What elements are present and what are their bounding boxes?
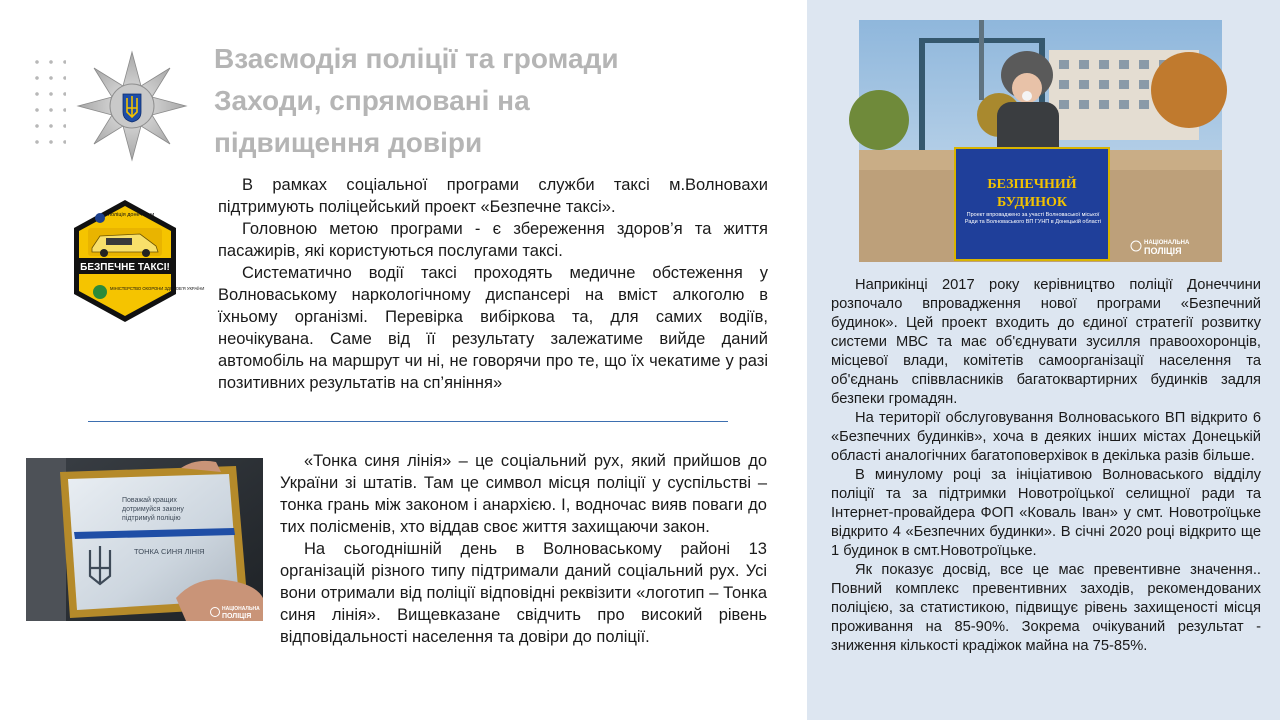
photo-logo-top: НАЦІОНАЛЬНА [1144,240,1190,246]
paragraph: Як показує досвід, все це має превентивне значення.. Повний комплекс превентивних заходів, рекомендованих поліцією, за статистикою, підвищує рівень захищеності місця проживання на 85-90%. Зокрема очікуваний результат - зниження кількості крадіжок майна на 75-85%. [831,562,1261,654]
plaque-caption: ТОНКА СИНЯ ЛІНІЯ [134,547,205,556]
paragraph: Наприкінці 2017 року керівництво поліції Донеччини розпочало впровадження нової програми «Безпечний будинок». Цей проект входить до єдиної стратегії розвитку системи МВС та має об'єднувати зусилля правоохоронців, місцевої влади, комітетів самоорганізації населення та об'єднань співвласників багатоквартирних будинків задля безпеки громадян. [831,277,1261,407]
plaque-line-2: дотримуйся закону [122,506,184,513]
sign-small-text: Проект впроваджено за участі Волноваської міської Ради та Волноваського ВП ГУНП в Донецькій області [964,212,1102,225]
safe-taxi-text [218,174,768,394]
plaque-line-3: підтримуй поліцію [122,515,181,522]
paragraph: «Тонка синя лінія» – це соціальний рух, який прийшов до України зі штатів. Там це символ місця поліції у суспільстві – тонка грань між законом і анархією. І, водночас вияв поваги до тих полісменів, хто віддав своє життя захищаючи закон. [280,452,767,536]
police-star-emblem [76,52,188,160]
photo-logo-bottom: ПОЛІЦІЯ [1144,246,1182,256]
sign-line-2: БУДИНОК [996,195,1068,210]
page-title [214,38,754,164]
title-line-3: підвищення довіри [214,127,483,158]
title-line-2: Заходи, спрямовані на [214,85,530,116]
safe-taxi-badge [70,198,205,324]
badge-bottom-text: МІНІСТЕРСТВО ОХОРОНИ ЗДОРОВ'Я УКРАЇНИ [110,286,205,291]
thin-blue-line-photo [26,458,263,621]
badge-top-text: поліція донеччини [108,212,155,218]
photo-logo-bottom: ПОЛІЦІЯ [222,613,252,620]
section-divider [88,421,728,422]
paragraph: Головною метою програми - є збереження здоров’я та життя пасажирів, які користуються послугами таксі. [218,220,768,260]
paragraph: В рамках соціальної програми служби таксі м.Волновахи підтримують поліцейський проект «Безпечне таксі». [218,176,768,216]
sign-line-1: БЕЗПЕЧНИЙ [987,177,1077,192]
paragraph: Систематично водії таксі проходять медичне обстеження у Волноваському наркологічному диспансері на вміст алкоголю в їхньому організмі. Перевірка вибіркова та, для самих водіїв, неочікувана. Саме від її результату залежатиме вийде даний автомобіль на маршрут чи ні, не говорячи про те, що їх чекатиме у разі позитивних результатів на сп’яніння» [218,264,768,392]
thin-blue-line-text [280,450,767,648]
safe-house-text [831,276,1261,656]
plaque-line-1: Поважай кращих [122,497,177,504]
paragraph: На території обслуговування Волноваського ВП відкрито 6 «Безпечних будинків», хоча в деяких інших містах Донецькій області аналогічних багатоповерхівок в декілька разів більше. [831,410,1261,464]
safe-house-photo [859,20,1222,262]
paragraph: На сьогоднішній день в Волноваському районі 13 організацій різного типу підтримали даний соціальний рух. Усі вони отримали від поліції відповідні реквізити «логотип – Тонка синя лінія». Вищевказане свідчить про високий рівень відповідальності населення та довіри до поліції. [280,540,767,646]
title-line-1: Взаємодія поліції та громади [214,43,619,74]
decorative-dot-grid [30,54,66,154]
badge-banner-text: БЕЗПЕЧНЕ ТАКСІ! [80,262,170,273]
paragraph: В минулому році за ініціативою Волноваського відділу поліції та за підтримки Новотроїцької селищної ради та Інтернет-провайдера ФОП «Коваль Іван» у смт. Новотроїцьке відкрито 4 «Безпечних будинки». В січні 2020 році відкрито ще 1 будинок в смт.Новотроїцьке. [831,467,1261,559]
photo-logo-top: НАЦІОНАЛЬНА [222,606,260,612]
